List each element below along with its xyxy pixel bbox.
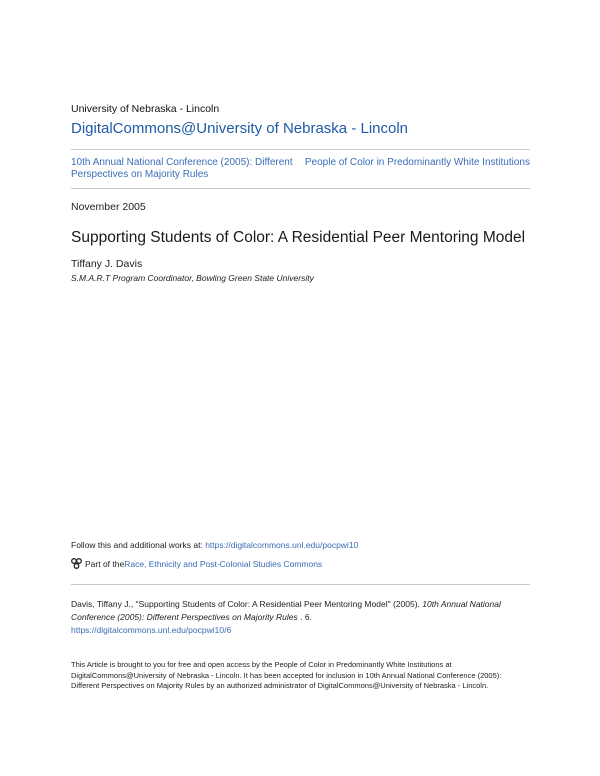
citation-text: Davis, Tiffany J., "Supporting Students of Color: A Residential Peer Mentoring Model" (2005).	[71, 599, 423, 609]
collection-link-series[interactable]: People of Color in Predominantly White Institutions	[304, 157, 530, 168]
divider-collections	[71, 188, 530, 189]
network-icon	[71, 558, 82, 569]
part-of-prefix: Part of the	[85, 558, 125, 569]
follow-link[interactable]: https://digitalcommons.unl.edu/pocpwi10	[205, 540, 359, 550]
access-notice: This Article is brought to you for free and open access by the People of Color in Predominantly White Institutions at DigitalCommons@University of Nebraska - Lincoln. It has been accepted for inclusion in 10th Annual National Conference (2005): Different Perspectives on Majority Rules by an authorized administrator of DigitalCommons@University of Nebraska - Lincoln.	[71, 660, 502, 690]
citation-series: 10th Annual National Conference (2005): Different Perspectives on Majority Rules	[71, 599, 501, 622]
commons-link[interactable]: Race, Ethnicity and Post-Colonial Studies Commons	[124, 558, 323, 569]
citation-url[interactable]: https://digitalcommons.unl.edu/pocpwi10/6	[71, 625, 232, 635]
article-title: Supporting Students of Color: A Residential Peer Mentoring Model	[71, 229, 526, 246]
institution-name: University of Nebraska - Lincoln	[71, 103, 220, 115]
part-of-line	[71, 558, 322, 569]
author-name: Tiffany J. Davis	[71, 258, 143, 270]
follow-prefix: Follow this and additional works at:	[71, 540, 206, 550]
repository-link[interactable]: DigitalCommons@University of Nebraska - Lincoln	[71, 120, 409, 137]
author-affiliation: S.M.A.R.T Program Coordinator, Bowling Green State University	[71, 273, 314, 283]
citation-block	[71, 598, 531, 637]
divider-citation	[71, 584, 530, 585]
collection-link-conference[interactable]: 10th Annual National Conference (2005): Different Perspectives on Majority Rules	[71, 157, 293, 180]
citation-suffix: . 6.	[297, 612, 312, 622]
divider-top	[71, 149, 530, 150]
publication-date: November 2005	[71, 201, 146, 213]
follow-line	[71, 540, 358, 550]
